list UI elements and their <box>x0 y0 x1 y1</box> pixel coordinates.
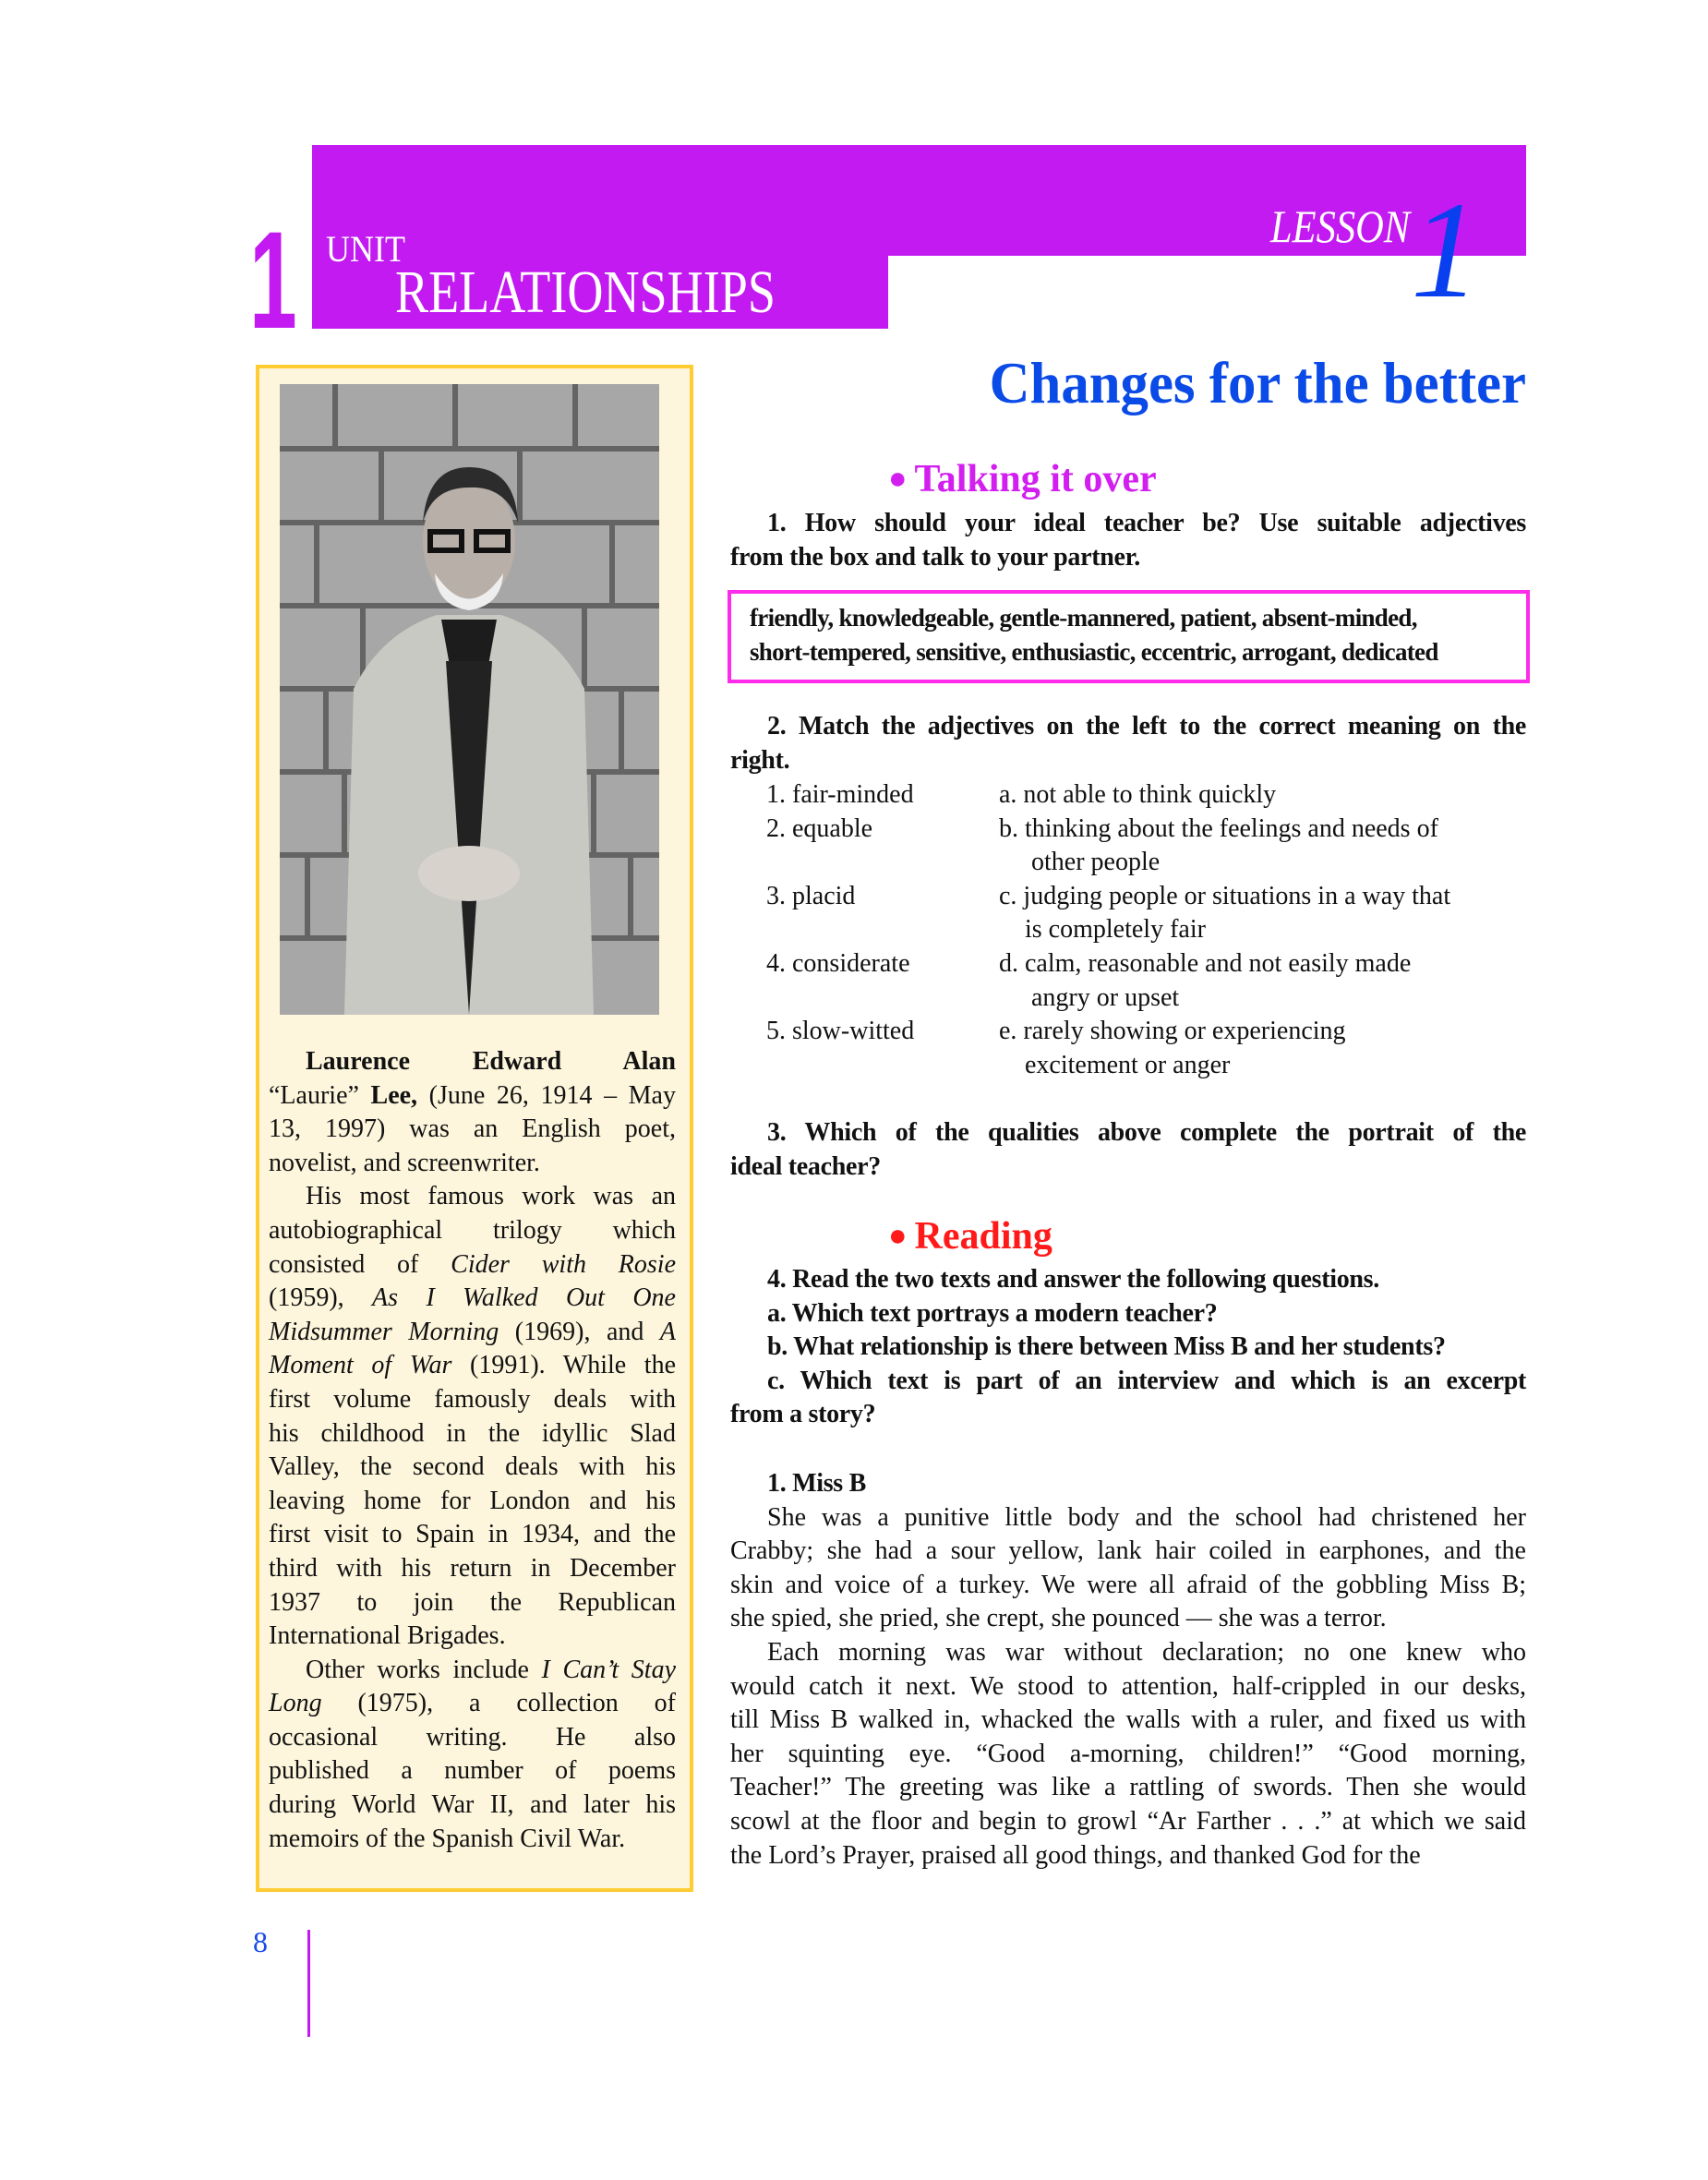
paragraph-line: novelist, and screenwriter. <box>269 1148 540 1177</box>
question-line: 4. Read the two texts and answer the following questions. <box>767 1265 1379 1294</box>
match-item-right: angry or upset <box>1031 982 1180 1012</box>
author-biography <box>269 1045 676 1856</box>
paragraph-line: Each morning was war without declaration; no one knew who <box>767 1637 1526 1667</box>
text-run: Midsummer Morning <box>269 1317 499 1346</box>
match-item-right: other people <box>1031 848 1161 877</box>
question-line: right. <box>730 745 790 775</box>
paragraph-line <box>269 1045 676 1079</box>
question-line: a. Which text portrays a modern teacher? <box>767 1298 1218 1328</box>
unit-label: UNIT <box>326 228 405 270</box>
reading-text-title: 1. Miss B <box>767 1469 866 1498</box>
adjectives-line: friendly, knowledgeable, gentle-mannered, patient, absent-minded, <box>750 604 1417 632</box>
text-run: (1959), <box>269 1283 373 1313</box>
reading-text-miss-b <box>730 1467 1526 1873</box>
paragraph-line <box>269 1687 676 1721</box>
paragraph-line: 13, 1997) was an English poet, <box>269 1114 676 1144</box>
paragraph-line: first visit to Spain in 1934, and the <box>269 1520 676 1549</box>
question-4 <box>730 1263 1526 1432</box>
match-item-right: c. judging people or situations in a way that <box>999 881 1451 910</box>
paragraph-line: She was a punitive little body and the school had christened her <box>767 1502 1526 1532</box>
text-run: (1969), and <box>499 1317 660 1346</box>
paragraph-line: first volume famously deals with <box>269 1384 676 1414</box>
match-item-right: d. calm, reasonable and not easily made <box>999 949 1412 978</box>
paragraph-line: scowl at the floor and begin to growl “Ar Farther . . .” at which we said <box>730 1806 1526 1836</box>
question-line: c. Which text is part of an interview and which is an excerpt <box>767 1366 1526 1395</box>
paragraph-line: occasional writing. He also <box>269 1722 676 1752</box>
question-line: b. What relationship is there between Miss B and her students? <box>767 1332 1446 1362</box>
paragraph-line <box>269 1349 676 1383</box>
paragraph-line: she spied, she pried, she crept, she pounced — she was a terror. <box>730 1604 1387 1633</box>
match-item-left: 1. fair-minded <box>766 780 914 809</box>
paragraph-line: published a number of poems <box>269 1756 676 1786</box>
paragraph-line: would catch it next. We stood to attention, half-crippled in our desks, <box>730 1671 1526 1701</box>
bullet-icon: ● <box>888 462 908 496</box>
section-heading-reading <box>888 1217 1052 1256</box>
question-line: 2. Match the adjectives on the left to the correct meaning on the <box>767 712 1526 741</box>
question-line: from a story? <box>730 1400 876 1429</box>
paragraph-line: His most famous work was an <box>306 1182 676 1211</box>
paragraph-line: memoirs of the Spanish Civil War. <box>269 1824 626 1853</box>
text-run: I Can’t Stay <box>541 1655 676 1684</box>
page-divider <box>307 1930 310 2037</box>
text-run: Other works include <box>306 1655 542 1684</box>
paragraph-line: 1937 to join the Republican <box>269 1587 676 1617</box>
paragraph-line: Teacher!” The greeting was like a rattling of swords. Then she would <box>730 1773 1526 1802</box>
text-run: A <box>659 1317 677 1346</box>
author-photo <box>280 384 659 1015</box>
paragraph-line: her squinting eye. “Good a-morning, children!” “Good morning, <box>730 1739 1526 1768</box>
section-heading-talking <box>888 460 1157 499</box>
question-line: ideal teacher? <box>730 1151 881 1181</box>
unit-number: 1 <box>249 202 297 357</box>
text-run: (1975), a collection of <box>321 1689 676 1718</box>
question-2 <box>730 710 1526 777</box>
question-line: from the box and talk to your partner. <box>730 542 1140 572</box>
paragraph-line: till Miss B walked in, whacked the walls with a ruler, and fixed us with <box>730 1705 1526 1735</box>
text-run: consisted of <box>269 1249 451 1279</box>
text-run: “Laurie” <box>269 1080 371 1110</box>
text-run: Lee, <box>370 1080 418 1110</box>
paragraph-line: Valley, the second deals with his <box>269 1452 676 1482</box>
paragraph-line <box>269 1316 676 1350</box>
match-item-right: excitement or anger <box>1025 1050 1231 1079</box>
match-item-right: is completely fair <box>1025 915 1206 945</box>
lesson-title: Changes for the better <box>989 350 1526 416</box>
lesson-number: 1 <box>1411 174 1480 327</box>
question-1 <box>730 507 1526 574</box>
match-item-right: b. thinking about the feelings and needs of <box>999 813 1438 843</box>
paragraph-line: his childhood in the idyllic Slad <box>269 1418 676 1448</box>
adjectives-box <box>728 590 1530 683</box>
bullet-icon: ● <box>888 1219 908 1253</box>
paragraph-line: the Lord’s Prayer, praised all good things, and thanked God for the <box>730 1840 1421 1870</box>
paragraph-line <box>269 1654 676 1688</box>
paragraph-line: autobiographical trilogy which <box>269 1215 676 1245</box>
paragraph-line <box>269 1248 676 1283</box>
paragraph-line: leaving home for London and his <box>269 1486 676 1515</box>
lesson-label: LESSON <box>1270 200 1411 252</box>
paragraph-line: during World War II, and later his <box>269 1790 676 1820</box>
adjectives-line: short-tempered, sensitive, enthusiastic, eccentric, arrogant, dedicated <box>750 637 1438 666</box>
match-item-left: 4. considerate <box>766 949 910 978</box>
text-run: Long <box>269 1689 322 1718</box>
text-run: Moment of War <box>269 1351 452 1380</box>
match-item-left: 2. equable <box>766 813 873 843</box>
paragraph-line <box>269 1079 676 1114</box>
question-3 <box>730 1116 1526 1184</box>
match-item-left: 5. slow-witted <box>766 1017 915 1046</box>
section-heading-text: Reading <box>914 1215 1052 1258</box>
match-item-left: 3. placid <box>766 881 856 910</box>
question-line: 1. How should your ideal teacher be? Use suitable adjectives <box>767 509 1526 537</box>
text-run: As I Walked Out One <box>372 1283 676 1313</box>
text-run: (June 26, 1914 – May <box>417 1080 676 1110</box>
text-run: Cider with Rosie <box>451 1249 676 1279</box>
text-run: (1991). While the <box>451 1351 676 1380</box>
section-heading-text: Talking it over <box>914 458 1157 500</box>
page-number: 8 <box>253 1925 268 1958</box>
paragraph-line <box>269 1282 676 1316</box>
match-item-right: a. not able to think quickly <box>999 780 1277 809</box>
question-line: 3. Which of the qualities above complete the portrait of the <box>767 1118 1526 1147</box>
text-run: Laurence Edward Alan <box>306 1047 676 1076</box>
paragraph-line: International Brigades. <box>269 1621 506 1651</box>
paragraph-line: third with his return in December <box>269 1553 676 1583</box>
paragraph-line: skin and voice of a turkey. We were all afraid of the gobbling Miss B; <box>730 1570 1526 1599</box>
paragraph-line: Crabby; she had a sour yellow, lank hair coiled in earphones, and the <box>730 1536 1526 1566</box>
unit-title: RELATIONSHIPS <box>395 259 776 326</box>
match-item-right: e. rarely showing or experiencing <box>999 1017 1346 1046</box>
